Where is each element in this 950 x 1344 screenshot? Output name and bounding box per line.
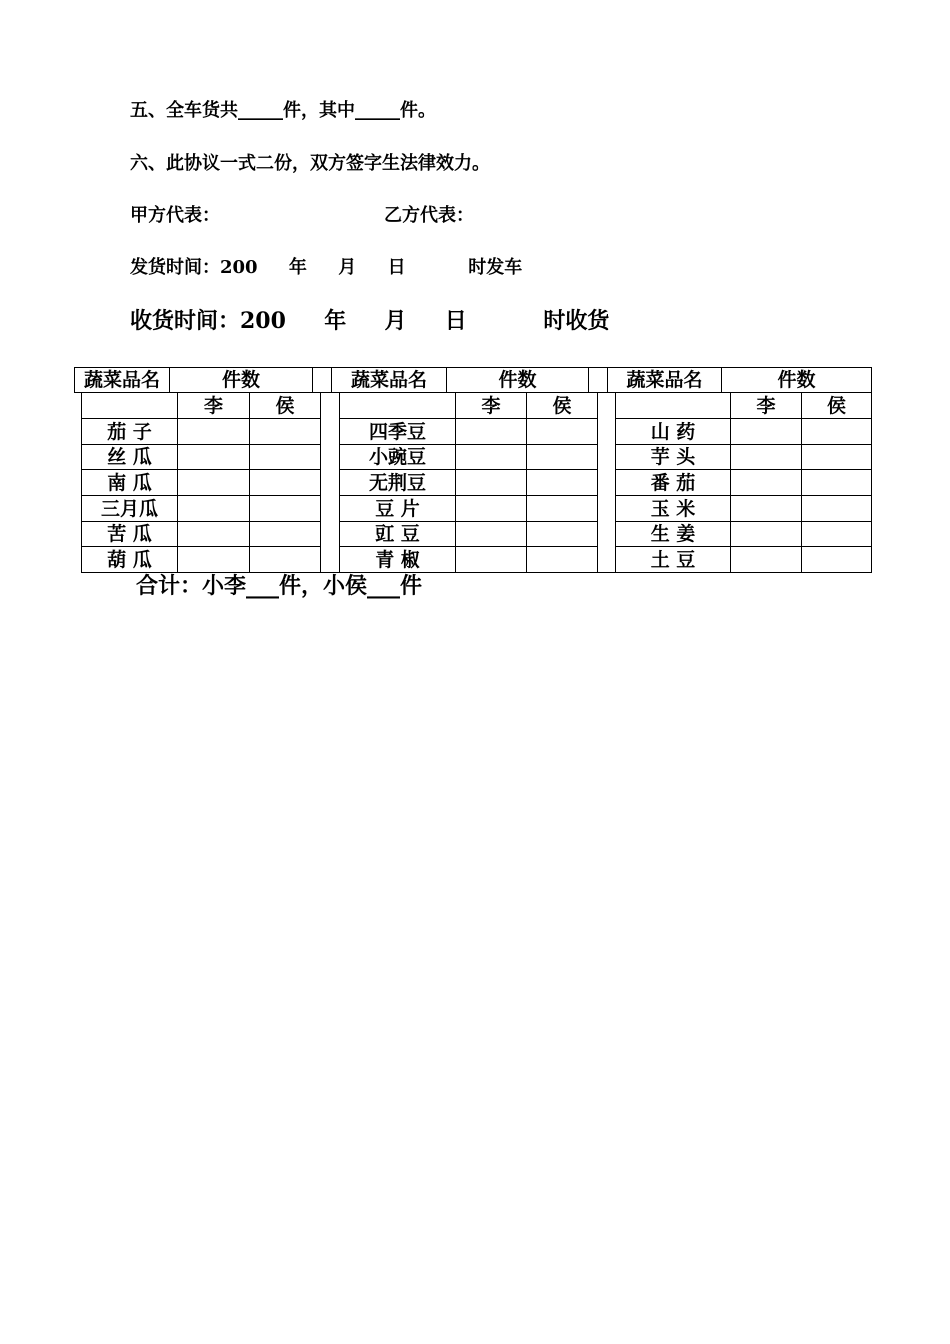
count-hou-cell	[526, 521, 598, 547]
ship-time-text: 发货时间：200 年 月 日 时发车	[130, 257, 523, 278]
count-li-cell	[177, 521, 250, 547]
header-vegetable-name: 蔬菜品名	[607, 367, 722, 393]
party-a-label: 甲方代表：	[130, 205, 220, 226]
vegetable-name-cell: 青 椒	[339, 546, 456, 573]
count-li-cell	[455, 521, 527, 547]
count-hou-cell	[249, 469, 321, 496]
vegetable-name-cell: 土 豆	[615, 546, 731, 573]
count-li-cell	[455, 418, 527, 445]
count-hou-cell	[526, 495, 598, 522]
vegetable-name-cell: 南 瓜	[81, 469, 178, 496]
count-hou-cell	[801, 521, 872, 547]
vegetable-name-cell: 四季豆	[339, 418, 456, 445]
count-hou-cell	[526, 418, 598, 445]
header-spacer-cell	[312, 367, 332, 393]
vegetable-name-cell: 番 茄	[615, 469, 731, 496]
vegetable-name-cell: 豇 豆	[339, 521, 456, 547]
count-li-cell	[177, 469, 250, 496]
count-hou-cell	[249, 546, 321, 573]
vegetable-name-cell: 三月瓜	[81, 495, 178, 522]
subheader-li: 李	[455, 392, 527, 419]
subheader-li: 李	[730, 392, 802, 419]
count-li-cell	[730, 546, 802, 573]
count-hou-cell	[801, 418, 872, 445]
count-hou-cell	[249, 495, 321, 522]
vegetable-name-cell: 小豌豆	[339, 444, 456, 470]
header-vegetable-name: 蔬菜品名	[74, 367, 170, 393]
count-li-cell	[177, 444, 250, 470]
count-li-cell	[730, 521, 802, 547]
count-li-cell	[730, 444, 802, 470]
vegetable-name-cell: 葫 瓜	[81, 546, 178, 573]
count-li-cell	[730, 418, 802, 445]
vegetable-name-cell: 芋 头	[615, 444, 731, 470]
count-hou-cell	[526, 444, 598, 470]
count-li-cell	[177, 495, 250, 522]
count-li-cell	[730, 469, 802, 496]
total-text: 合计：小李___件，小侯___件	[136, 573, 423, 599]
count-hou-cell	[526, 546, 598, 573]
header-spacer-cell	[588, 367, 608, 393]
count-li-cell	[455, 469, 527, 496]
count-li-cell	[455, 444, 527, 470]
item-5-text: 五、全车货共_____件，其中_____件。	[130, 100, 436, 121]
vegetable-name-cell: 生 姜	[615, 521, 731, 547]
vegetable-name-cell: 无荆豆	[339, 469, 456, 496]
subheader-blank-cell	[81, 392, 178, 419]
count-li-cell	[455, 495, 527, 522]
header-count: 件数	[721, 367, 872, 393]
subheader-hou: 侯	[526, 392, 598, 419]
subheader-blank-cell	[339, 392, 456, 419]
vegetable-name-cell: 茄 子	[81, 418, 178, 445]
party-b-label: 乙方代表：	[384, 205, 474, 226]
group-gap-column	[320, 392, 340, 573]
count-hou-cell	[801, 469, 872, 496]
subheader-hou: 侯	[249, 392, 321, 419]
vegetable-name-cell: 山 药	[615, 418, 731, 445]
count-hou-cell	[801, 444, 872, 470]
vegetable-name-cell: 豆 片	[339, 495, 456, 522]
subheader-hou: 侯	[801, 392, 872, 419]
count-li-cell	[177, 546, 250, 573]
count-hou-cell	[249, 444, 321, 470]
subheader-blank-cell	[615, 392, 731, 419]
vegetable-name-cell: 玉 米	[615, 495, 731, 522]
count-hou-cell	[801, 546, 872, 573]
receive-time-text: 收货时间：200 年 月 日 时收货	[130, 308, 610, 334]
vegetable-name-cell: 丝 瓜	[81, 444, 178, 470]
header-count: 件数	[169, 367, 313, 393]
header-vegetable-name: 蔬菜品名	[331, 367, 447, 393]
subheader-li: 李	[177, 392, 250, 419]
group-gap-column	[597, 392, 616, 573]
count-hou-cell	[249, 521, 321, 547]
count-hou-cell	[249, 418, 321, 445]
item-6-text: 六、此协议一式二份，双方签字生法律效力。	[130, 153, 490, 174]
count-hou-cell	[526, 469, 598, 496]
count-li-cell	[177, 418, 250, 445]
count-li-cell	[455, 546, 527, 573]
header-count: 件数	[446, 367, 589, 393]
vegetable-name-cell: 苦 瓜	[81, 521, 178, 547]
count-li-cell	[730, 495, 802, 522]
count-hou-cell	[801, 495, 872, 522]
